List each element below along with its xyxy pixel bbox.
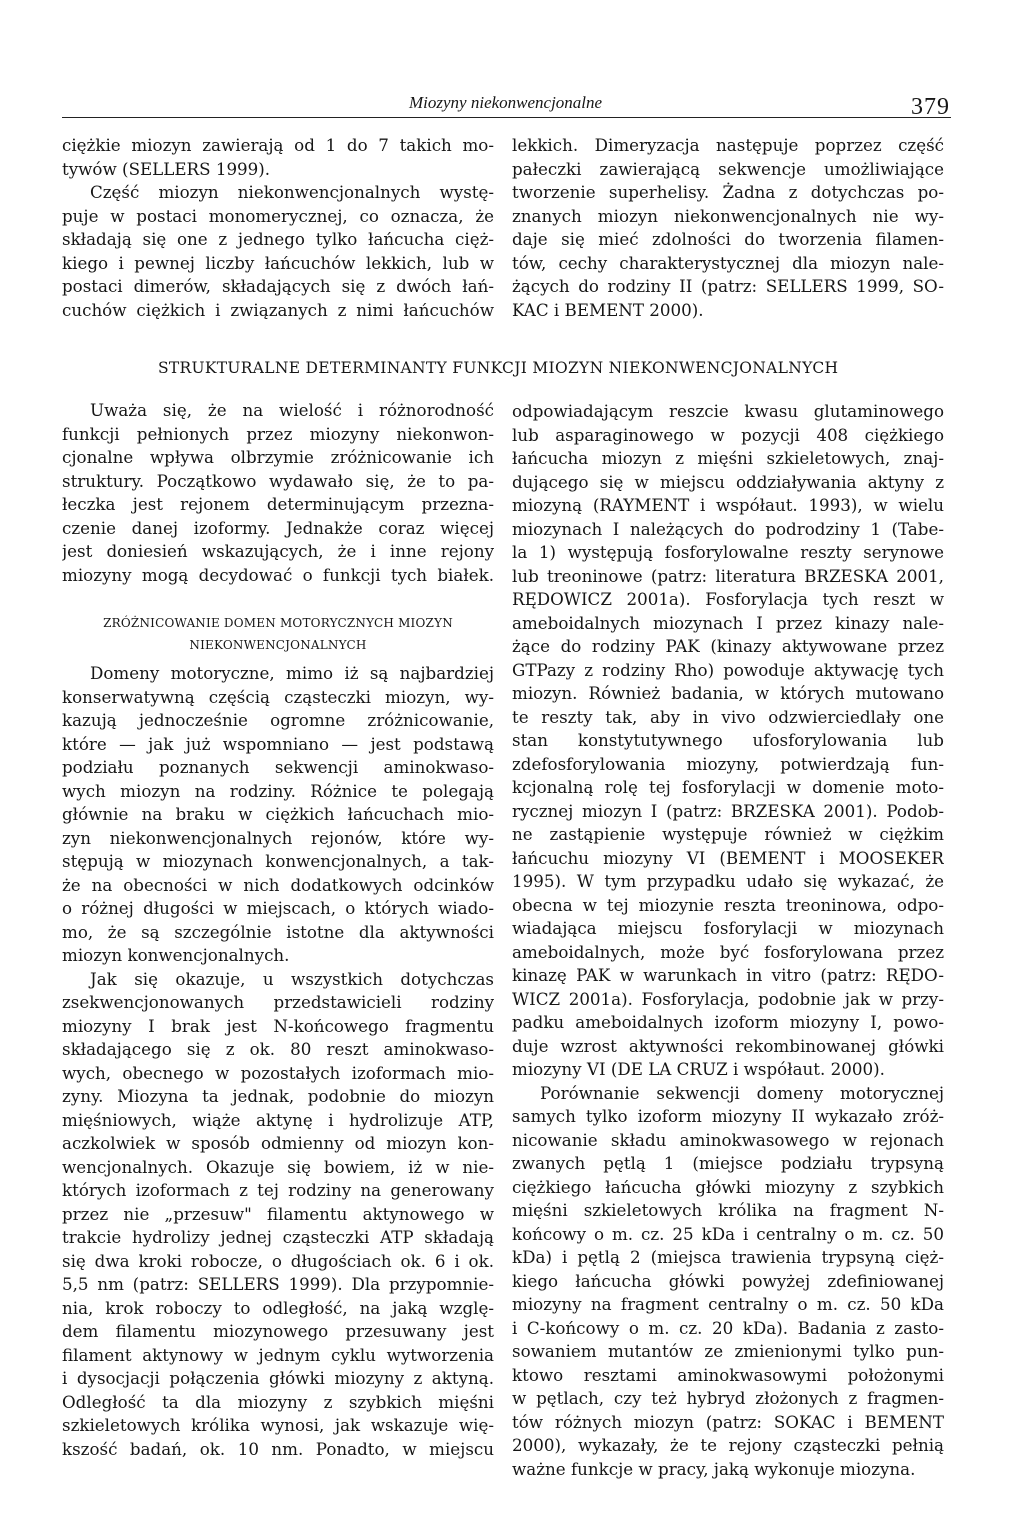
text-line: te reszty tak, aby in vivo odzwierciedlały one [512,706,944,727]
text-line: miozyny na fragment centralny o m. cz. 50 kDa [512,1294,944,1314]
text-line: miozyny VI (DE LA CRUZ i współaut. 2000). [512,1059,885,1079]
text-line: mo, że są szczególnie istotne dla aktywności [62,921,494,942]
text-line: które — jak już wspomniano — jest podstawą [62,733,494,754]
text-line: mięśni szkieletowych królika na fragment N- [512,1200,944,1220]
text-line: GTPazy z rodziny Rho) powoduje aktywację tych [512,659,944,680]
top-right-paragraph [512,134,944,322]
text-line: czenie danej izoformy. Jednakże coraz więcej [62,517,494,538]
text-line: lub asparaginowego w pozycji 408 ciężkiego [512,424,944,445]
text-line: KAC i BEMENT 2000). [512,299,704,320]
text-line: ameboidalnych, może być fosforylowana przez [512,941,944,962]
text-line: konserwatywną częścią cząsteczki miozyn, wy- [62,686,494,707]
page-number: 379 [911,94,950,120]
text-line: nicowanie składu aminokwasowego w rejonach [512,1129,944,1150]
text-line: wych miozyn na rodziny. Różnice te polegają [62,780,494,801]
text-line: wiadająca miejscu fosforylacji w miozynach [512,918,944,938]
header-rule [62,117,951,118]
text-line: puje w postaci monomerycznej, co oznacza, że [62,205,494,226]
text-line: tywów (SELLERS 1999). [62,158,271,179]
text-line: znanych miozyn niekonwencjonalnych nie wy- [512,205,944,226]
text-line: rycznej miozyn I (patrz: BRZESKA 2001). Podob- [512,800,944,821]
text-line: cjonalne wpływa olbrzymie zróżnicowanie ich [62,447,494,467]
text-line: których izoformach z tej rodziny na generowany [62,1180,494,1200]
text-line: jest doniesień wskazujących, że i inne rejony [62,541,494,561]
text-line: Część miozyn niekonwencjonalnych wystę- [90,182,494,202]
text-line: kiego i pewnej liczby łańcuchów lekkich, lub w [62,252,494,273]
text-line: miozyny I brak jest N-końcowego fragmentu [62,1015,494,1036]
text-line: stępują w miozynach konwencjonalnych, a tak- [62,851,494,871]
text-line: 5,5 nm (patrz: SELLERS 1999). Dla przypomnie- [62,1274,494,1294]
text-line: padku ameboidalnych izoform miozyny I, powo- [512,1012,944,1032]
text-line: filament aktynowy w jednym cyklu wytworzenia [62,1344,494,1365]
text-line: tworzenie superhelisy. Żadna z dotychczas po- [512,182,944,202]
subsection-heading-line: ZRÓŻNICOWANIE DOMEN MOTORYCZNYCH MIOZYN [103,616,453,630]
text-line: kszość badań, ok. 10 nm. Ponadto, w miejscu [62,1438,494,1459]
text-line: kDa) i pętlą 2 (miejsca trawienia trypsyną cięż- [512,1247,944,1267]
text-line: żące do rodziny PAK (kinazy aktywowane przez [512,636,944,656]
text-line: Uważa się, że na wielość i różnorodność [90,400,494,420]
text-line: mięśniowych, wiąże aktynę i hydrolizuje ATP, [62,1109,494,1130]
text-line: ważne funkcje w pracy, jaką wykonuje miozyna. [512,1458,916,1479]
text-line: Jak się okazuje, u wszystkich dotychczas [90,968,494,989]
subsection-heading [62,612,494,656]
text-line: tów, cechy charakterystycznej dla miozyn nale- [512,252,944,273]
text-line: zyn niekonwencjonalnych rejonów, które wy- [62,827,494,848]
text-line: się dwa kroki robocze, o długościach ok. 6 i ok. [62,1250,494,1271]
text-line: że na obecności w nich dodatkowych odcinków [62,874,494,895]
right-column-body [512,400,944,1481]
text-line: 2000), wykazały, że te rejony cząsteczki pełnią [512,1435,944,1455]
text-line: podziału poznanych sekwencji aminokwaso- [62,757,494,777]
text-line: miozyn konwencjonalnych. [62,945,290,965]
top-left-paragraph [62,134,494,322]
text-line: kcjonalną rolę tej fosforylacji w domenie moto- [512,777,944,797]
text-line: kazują jednocześnie ogromne zróżnicowanie, [62,710,494,730]
text-line: struktury. Początkowo wydawało się, że to pa- [62,470,494,491]
text-line: trakcie hydrolizy jednej cząsteczki ATP składają [62,1227,494,1247]
text-line: końcowy o m. cz. 25 kDa i centralny o m. cz. 50 [512,1223,944,1244]
text-line: łeczka jest rejonem determinującym przezna- [62,494,494,514]
text-line: sowaniem mutantów ze zmienionymi tylko pun- [512,1341,944,1361]
text-line: przez nie „przesuw" filamentu aktynowego w [62,1203,494,1224]
left-column-body [62,662,494,1461]
text-line: łańcucha miozyn z mięśni szkieletowych, znaj- [512,448,944,468]
text-line: składającego się z ok. 80 reszt aminokwaso- [62,1039,494,1059]
text-line: pałeczki zawierającą sekwencje umożliwiające [512,158,944,179]
subsection-heading-line: NIEKONWENCJONALNYCH [189,638,367,652]
section-heading: STRUKTURALNE DETERMINANTY FUNKCJI MIOZYN NIEKONWENCJONALNYCH [158,359,839,377]
text-line: dem filamentu miozynowego przesuwany jest [62,1321,494,1341]
text-line: miozyny mogą decydować o funkcji tych białek. [62,564,494,585]
text-line: stan konstytutywnego ufosforylowania lub [512,730,944,750]
text-line: zdefosforylowania miozyny, potwierdzają fun- [512,753,944,774]
text-line: miozyn. Również badania, w których mutowano [512,683,944,703]
text-line: szkieletowych królika wynosi, jak wskazuje wię- [62,1415,494,1435]
text-line: Porównanie sekwencji domeny motorycznej [540,1082,944,1103]
text-line: zyny. Miozyna ta jednak, podobnie do miozyn [62,1086,494,1106]
text-line: kiego łańcucha główki powyżej zdefiniowanej [512,1270,944,1291]
text-line: nia, krok roboczy to odległość, na jaką wzglę- [62,1297,494,1318]
text-line: tów różnych miozyn (patrz: SOKAC i BEMENT [512,1411,944,1432]
text-line: wencjonalnych. Okazuje się bowiem, iż w nie- [62,1156,494,1177]
text-line: w pętlach, czy też hybryd złożonych z fragmen- [512,1388,944,1408]
text-line: la 1) występują fosforylowalne reszty serynowe [512,542,944,562]
text-line: wych, obecnego w pozostałych izoformach mio- [62,1062,494,1083]
text-line: duje wzrost aktywności rekombinowanej główki [512,1035,944,1056]
text-line: WICZ 2001a). Fosforylacja, podobnie jak w przy- [512,988,944,1009]
text-line: zsekwencjonowanych przedstawicieli rodziny [62,992,494,1012]
text-line: ne zastąpienie występuje również w ciężkim [512,824,944,844]
text-line: funkcji pełnionych przez miozyny niekonwon- [62,423,494,444]
text-line: ameboidalnych miozynach I przez kinazy nale- [512,612,944,633]
text-line: cuchów ciężkich i związanych z nimi łańcuchów [62,299,494,320]
text-line: RĘDOWICZ 2001a). Fosforylacja tych reszt w [512,589,944,609]
text-line: zwanych pętlą 1 (miejsce podziału trypsyną [512,1153,944,1173]
text-line: samych tylko izoform miozyny II wykazało zróż- [512,1106,944,1126]
text-line: i dysocjacji połączenia główki miozyny z aktyną. [62,1368,494,1388]
text-line: daje się mieć zdolności do tworzenia filamen- [512,229,944,249]
text-line: dującego się w miejscu oddziaływania aktyny z [512,471,944,492]
text-line: lub treoninowe (patrz: literatura BRZESKA 2001, [512,565,944,586]
text-line: głównie na braku w ciężkich łańcuchach mio- [62,804,494,824]
text-line: obecna w tej miozynie reszta treoninowa, odpo- [512,894,944,915]
text-line: miozynach I należących do podrodziny 1 (Tabe- [512,518,944,539]
text-line: lekkich. Dimeryzacja następuje poprzez część [512,135,944,155]
left-column-intro [62,399,494,587]
text-line: ciężkie miozyn zawierają od 1 do 7 takich mo- [62,135,494,155]
text-line: o różnej długości w miejscach, o których wiado- [62,898,494,918]
text-line: odpowiadającym reszcie kwasu glutaminowego [512,401,944,421]
text-line: składają się one z jednego tylko łańcucha cięż- [62,229,494,249]
text-line: 1995). W tym przypadku udało się wykazać, że [512,871,944,891]
text-line: aczkolwiek w sposób odmienny od miozyn kon- [62,1133,494,1153]
text-line: postaci dimerów, składających się z dwóch łań- [62,276,494,296]
text-line: miozyną (RAYMENT i współaut. 1993), w wielu [512,495,944,515]
text-line: ciężkiego łańcucha główki miozyny z szybkich [512,1176,944,1197]
text-line: Odległość ta dla miozyny z szybkich mięśni [62,1391,494,1412]
text-line: żących do rodziny II (patrz: SELLERS 1999, SO- [512,276,944,296]
text-line: kinazę PAK w warunkach in vitro (patrz: RĘDO- [512,965,944,985]
text-line: Domeny motoryczne, mimo iż są najbardziej [90,663,494,683]
running-head-title: Miozyny niekonwencjonalne [409,93,603,112]
text-line: i C-końcowy o m. cz. 20 kDa). Badania z zasto- [512,1317,944,1338]
text-line: łańcuchu miozyny VI (BEMENT i MOOSEKER [512,847,944,868]
text-line: ktowo resztami aminokwasowymi położonymi [512,1364,944,1385]
